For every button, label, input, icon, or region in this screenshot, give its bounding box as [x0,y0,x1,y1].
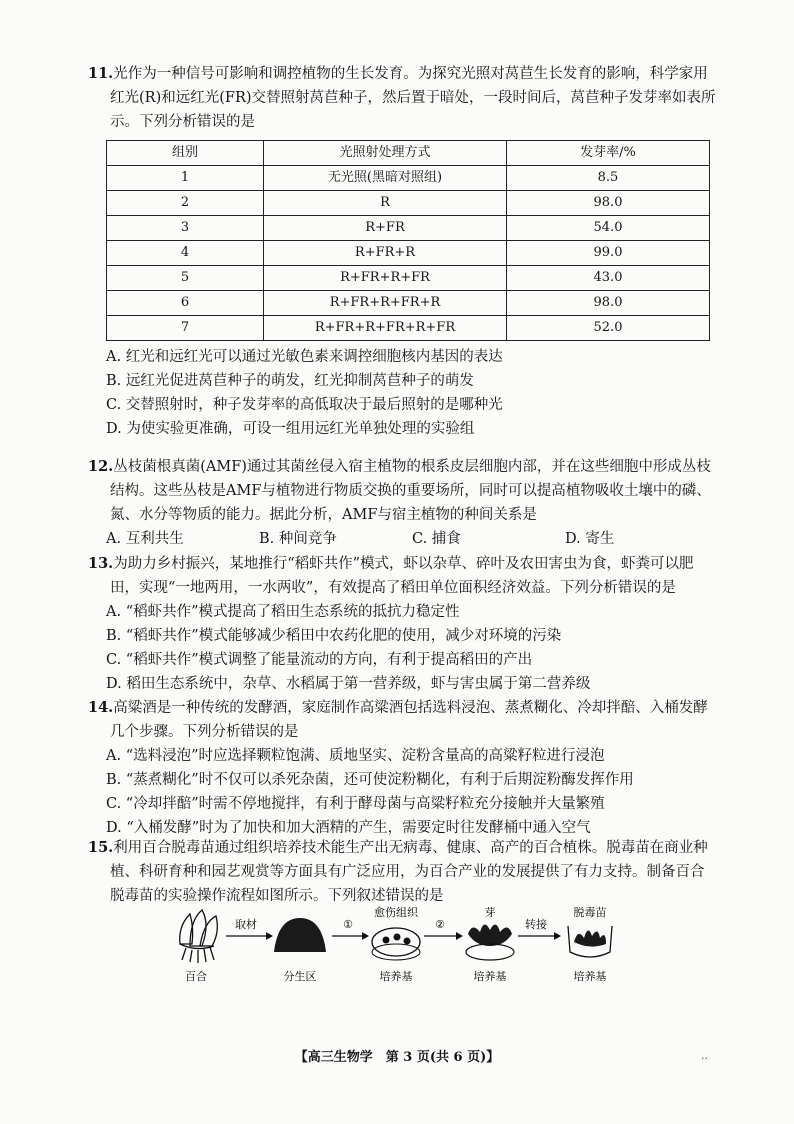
table-row [107,166,710,191]
cell-group: 6 [107,291,264,316]
question-stem [88,455,718,527]
table-row [107,241,710,266]
option-b: B. “稻虾共作”模式能够减少稻田中农药化肥的使用，减少对环境的污染 [106,628,562,644]
cell-rate: 99.0 [507,241,710,266]
stem-text: 利用百合脱毒苗通过组织培养技术能生产出无病毒、健康、高产的百合植株。脱毒苗在商业种植、科研育种和园艺观赏等方面具有广泛应用，为百合产业的发展提供了有力支持。制备百合脱毒苗的实验操作流程如图所示。下列叙述错误的是 [110,840,708,904]
cell-treatment: R+FR+R+FR [264,266,507,291]
cell-rate: 98.0 [507,291,710,316]
option-c: C. “稻虾共作”模式调整了能量流动的方向，有利于提高稻田的产出 [106,652,533,668]
question-11 [88,62,718,441]
option-b: B. 种间竞争 [259,531,337,547]
question-number: 13. [88,555,114,572]
option-c: C. “冷却拌醅”时需不停地搅拌，有利于酵母菌与高粱籽粒充分接触并大量繁殖 [106,796,605,812]
question-number: 12. [88,458,114,475]
options-row [88,527,718,551]
label-medium-1: 培养基 [379,970,413,983]
arrow-head [362,932,369,940]
question-number: 14. [88,699,114,716]
arrow-head [554,932,561,940]
option-d: D. 为使实验更准确，可设一组用远红光单独处理的实验组 [106,421,475,437]
cell-group: 2 [107,191,264,216]
option-a: A. 红光和远红光可以通过光敏色素来调控细胞核内基因的表达 [106,349,503,365]
stem-text: 丛枝菌根真菌(AMF)通过其菌丝侵入宿主植物的根系皮层细胞内部，并在这些细胞中形成丛枝结构。这些丛枝是AMF与植物进行物质交换的重要场所，同时可以提高植物吸收土壤中的磷、氮、水分等物质的能力。据此分析，AMF与宿主植物的种间关系是 [110,459,711,523]
cell-rate: 98.0 [507,191,710,216]
table-row [107,216,710,241]
stem-text: 为助力乡村振兴，某地推行“稻虾共作”模式，虾以杂草、碎叶及农田害虫为食，虾粪可以肥田，实现“一地两用，一水两收”，有效提高了稻田单位面积经济效益。下列分析错误的是 [110,556,694,596]
arrow-label-transfer: 转接 [525,918,547,931]
tissue-culture-flow-diagram [168,906,618,988]
question-stem [88,696,718,744]
cell-rate: 8.5 [507,166,710,191]
corner-mark: ·· [701,1052,708,1065]
seedling-flask-image [568,926,612,957]
question-15 [88,836,718,908]
label-callus: 愈伤组织 [374,906,418,919]
label-medium-2: 培养基 [473,970,507,983]
option-b: B. 远红光促进莴苣种子的萌发，红光抑制莴苣种子的萌发 [106,373,474,389]
option-d: D. “入桶发酵”时为了加快和加大酒精的产生，需要定时往发酵桶中通入空气 [106,820,591,836]
question-number: 11. [88,65,114,82]
option-c: C. 捕食 [412,531,461,547]
table-row [107,266,710,291]
page-footer: 【高三生物学 第 3 页(共 6 页)】 [294,1050,500,1065]
cell-group: 3 [107,216,264,241]
option-c: C. 交替照射时，种子发芽率的高低取决于最后照射的是哪种光 [106,397,503,413]
lily-bulb-image [180,910,218,963]
arrow-head [266,932,273,940]
bud-dish-image [466,924,514,960]
meristem-image [274,918,326,952]
header-group: 组别 [107,141,264,166]
option-b: B. “蒸煮糊化”时不仅可以杀死杂菌，还可使淀粉糊化，有利于后期淀粉酶发挥作用 [106,772,634,788]
table-row [107,316,710,341]
option-a: A. “选料浸泡”时应选择颗粒饱满、质地坚实、淀粉含量高的高粱籽粒进行浸泡 [106,748,605,764]
cell-rate: 54.0 [507,216,710,241]
arrow-label-step1: ① [343,918,353,931]
cell-treatment: R+FR+R+FR+R+FR [264,316,507,341]
cell-treatment: 无光照(黑暗对照组) [264,166,507,191]
question-13 [88,552,718,696]
arrow-label-take: 取材 [235,918,257,931]
header-treatment: 光照射处理方式 [264,141,507,166]
table-row [107,291,710,316]
question-14 [88,696,718,840]
label-medium-3: 培养基 [573,970,607,983]
germination-table [106,140,710,341]
label-virus-free-seedling: 脱毒苗 [573,906,607,919]
stem-text: 高粱酒是一种传统的发酵酒，家庭制作高粱酒包括选料浸泡、蒸煮糊化、冷却拌醅、入桶发酵几个步骤。下列分析错误的是 [110,700,708,740]
question-stem [88,552,718,600]
cell-treatment: R [264,191,507,216]
callus-dish-image [372,928,420,960]
cell-group: 5 [107,266,264,291]
table-row [107,191,710,216]
question-stem [88,62,718,134]
stem-text: 光作为一种信号可影响和调控植物的生长发育。为探究光照对莴苣生长发育的影响，科学家用红光(R)和远红光(FR)交替照射莴苣种子，然后置于暗处，一段时间后，莴苣种子发芽率如表所示。下列分析错误的是 [110,66,716,130]
option-d: D. 稻田生态系统中，杂草、水稻属于第一营养级，虾与害虫属于第二营养级 [106,676,591,692]
question-stem [88,836,718,908]
label-meristem: 分生区 [283,970,317,983]
cell-treatment: R+FR+R+FR+R [264,291,507,316]
question-number: 15. [88,839,114,856]
cell-group: 4 [107,241,264,266]
cell-rate: 52.0 [507,316,710,341]
cell-group: 7 [107,316,264,341]
label-bud: 芽 [484,906,496,919]
arrow-head [456,932,463,940]
table-header-row [107,141,710,166]
question-12 [88,455,718,551]
arrow-label-step2: ② [435,918,445,931]
label-lily: 百合 [185,970,207,983]
cell-treatment: R+FR+R [264,241,507,266]
cell-treatment: R+FR [264,216,507,241]
cell-rate: 43.0 [507,266,710,291]
header-rate: 发芽率/% [507,141,710,166]
option-a: A. 互利共生 [106,531,184,547]
option-a: A. “稻虾共作”模式提高了稻田生态系统的抵抗力稳定性 [106,604,460,620]
cell-group: 1 [107,166,264,191]
option-d: D. 寄生 [565,531,615,547]
